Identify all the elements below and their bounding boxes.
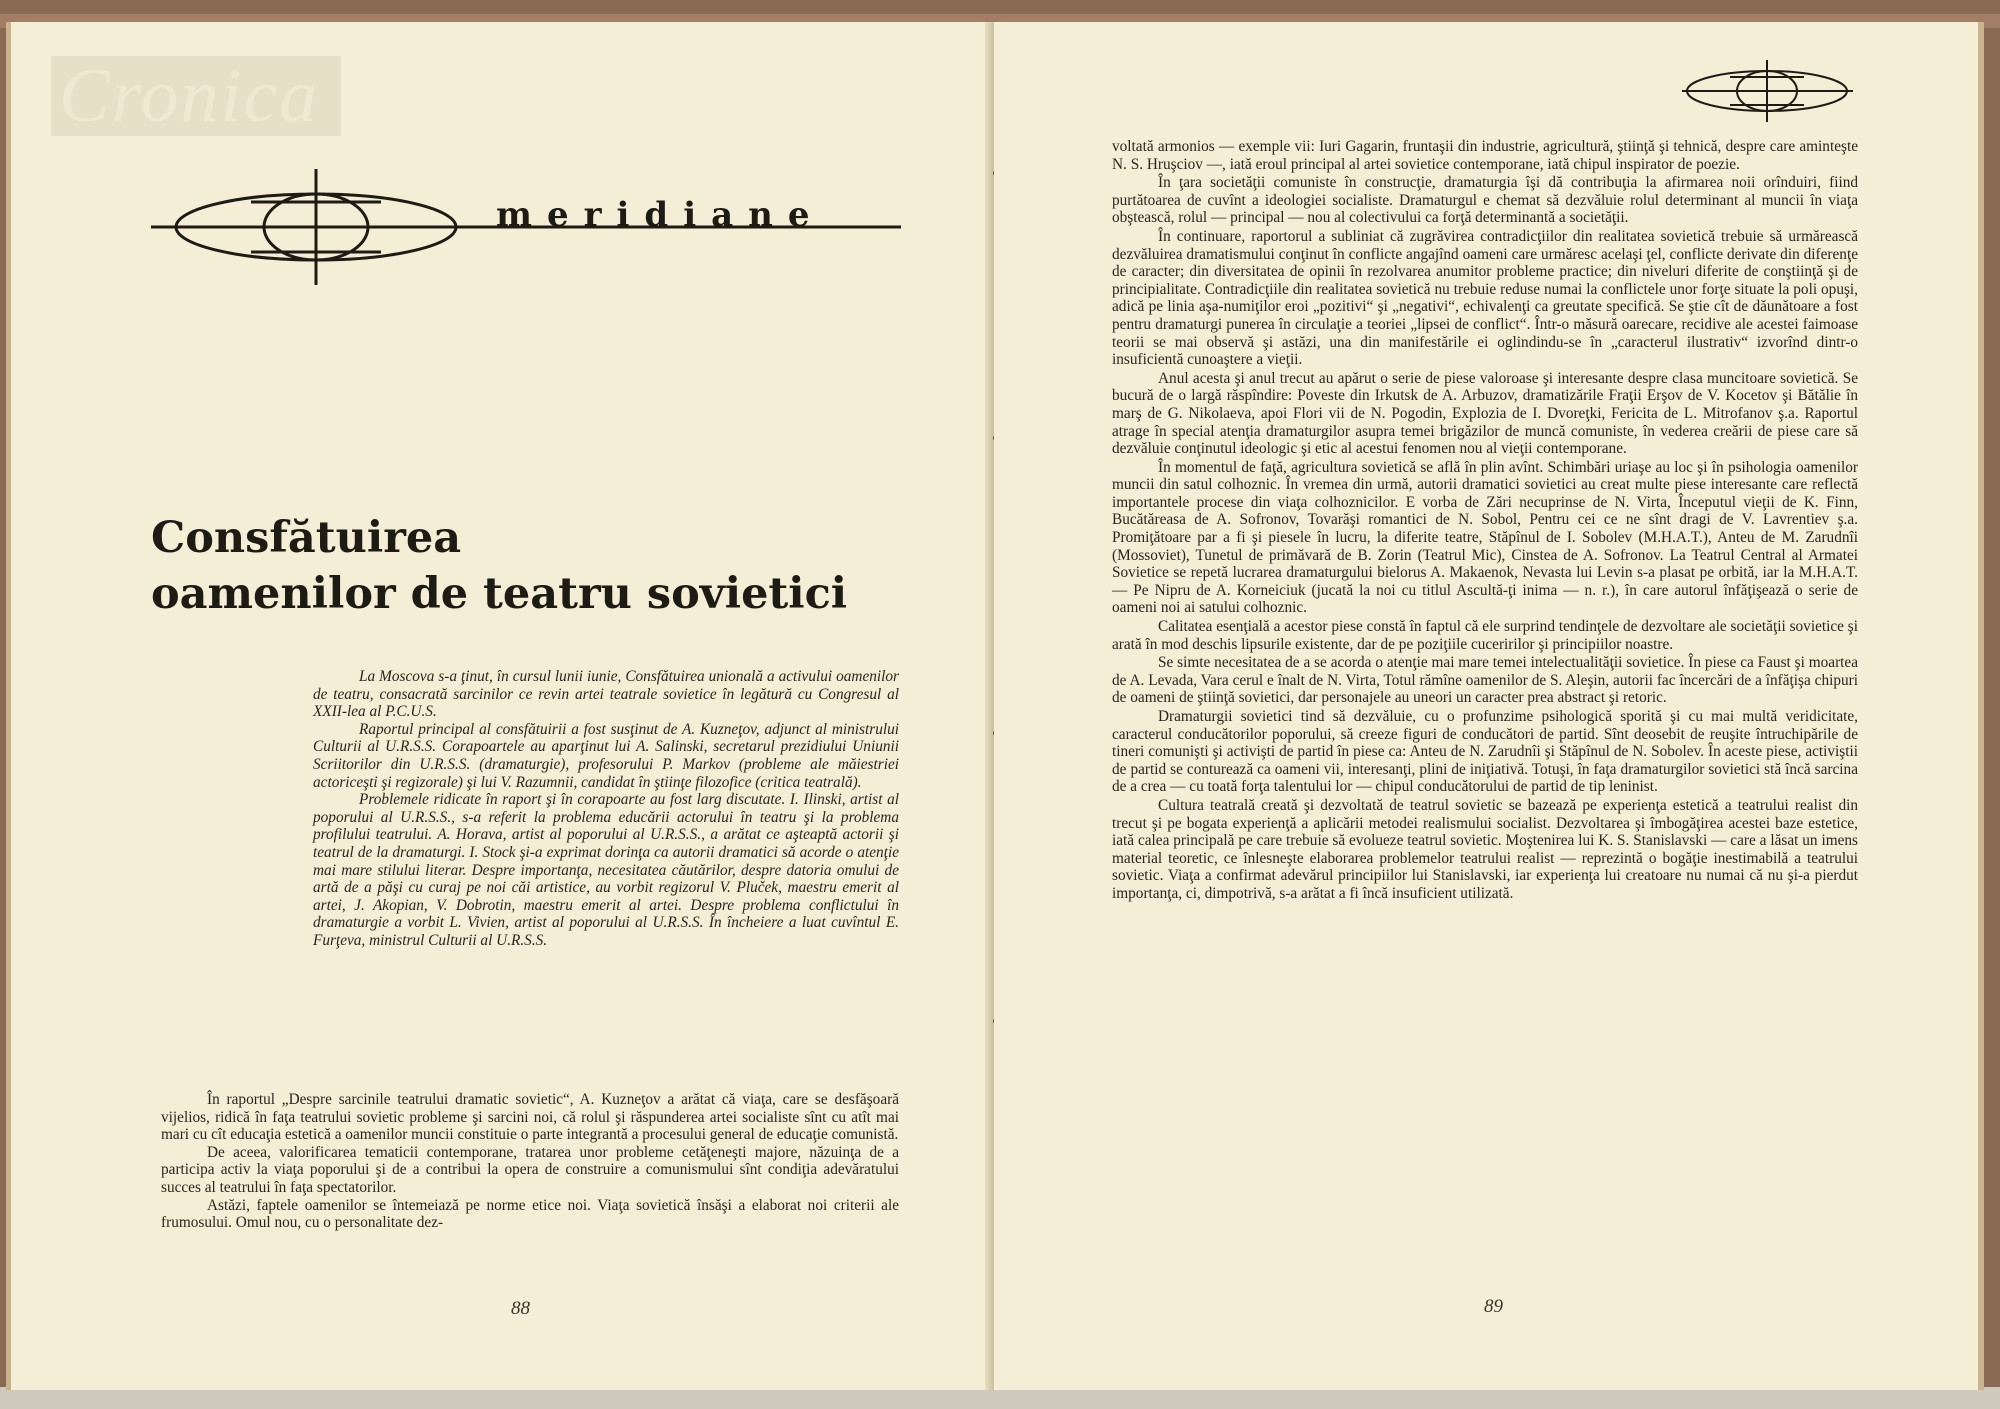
abstract-paragraph: Problemele ridicate în raport şi în corapoarte au fost larg discutate. I. Ilinski, artist al poporului al U.R.S.S., s-a referit la problema educării actorului în teatru şi la problema profilului teatrului. A. Horava, artist al poporului al U.R.S.S., a arătat ce aşteaptă actorii şi teatrul de la dramaturgi. I. Stock şi-a exprimat dorinţa ca autorii dramatici să acorde o atenţie mai mare stilului literar. Despre importanţa, necesitatea căutărilor, despre datoria omului de artă de a păşi cu curaj pe noi căi artistice, au vorbit regizorul V. Pluček, maestru emerit al artei, J. Akopian, V. Dobrotin, maestru emerit al artei. Despre problema conflictului în dramaturgie a vorbit L. Vivien, artist al poporului al U.R.S.S. În încheiere a luat cuvîntul E. Furţeva, ministrul Culturii al U.R.S.S. (313, 791, 899, 949)
meridiane-header (151, 167, 901, 287)
page-number-right: 89 (1484, 1296, 1503, 1317)
body-paragraph: Cultura teatrală creată şi dezvoltată de teatrul sovietic se bazează pe experienţa estetică a teatrului realist din trecut şi pe bogata experienţă a aplicării metodei realismului socialist. Dezvoltarea şi îmbogăţirea acestei baze estetice, iată calea principală pe care trebuie să evolueze teatrul sovietic. Moştenirea lui K. S. Stanislavski — care a lăsat un imens material teoretic, ce înlesneşte elaborarea problemelor teatrului realist — reprezintă o bogăţie inestimabilă a teatrului sovietic. Viaţa a confirmat adevărul principiilor lui Stanislavski, iar experienţa lui creatoare nu numai că nu şi-a pierdut importanţa, ci, dimpotrivă, s-a arătat a fi încă insuficient utilizată. (1112, 796, 1858, 902)
section-label: meridiane (496, 195, 825, 235)
article-abstract (313, 668, 899, 950)
body-paragraph: Calitatea esenţială a acestor piese constă în faptul că ele surprind tendinţele de dezvoltare ale societăţii sovietice şi arată în mod deschis lipsurile existente, dar de pe poziţiile cuceririlor şi principiilor noastre. (1112, 618, 1858, 653)
left-body-text (161, 1091, 899, 1232)
article-title (151, 510, 911, 622)
page-number-left: 88 (511, 1298, 530, 1319)
body-paragraph: Anul acesta şi anul trecut au apărut o serie de piese valoroase şi interesante despre clasa muncitoare sovietică. Se bucură de o largă răspîndire: Poveste din Irkutsk de A. Arbuzov, dramatizările Fraţii Erşov de V. Kocetov şi Bătălie în marş de G. Nikolaeva, apoi Flori vii de N. Pogodin, Explozia de I. Dvoreţki, Fericita de L. Mitrofanov ş.a. Raportul atrage în special atenţia dramaturgilor asupra temei brigăzilor de muncă comuniste, în vederea creării de piese care să dezvăluie conţinutul ideologic şi etic al acestui fenomen nou al vieţii contemporane. (1112, 369, 1858, 458)
abstract-paragraph: Raportul principal al consfătuirii a fost susţinut de A. Kuzneţov, adjunct al ministrului Culturii al U.R.S.S. Corapoartele au aparţinut lui A. Salinski, secretarul prezidiului Uniunii Scriitorilor din U.R.S.S. (dramaturgie), profesorului P. Markov (probleme ale măiestriei actoriceşti şi regizorale) şi lui V. Razumnii, candidat în ştiinţe filozofice (critica teatrală). (313, 720, 899, 791)
body-paragraph: În raportul „Despre sarcinile teatrului dramatic sovietic“, A. Kuzneţov a arătat că viaţa, care se desfăşoară vijelios, ridică în faţa teatrului sovietic probleme şi sarcini noi, că rolul şi răspunderea artei socialiste sînt cu atît mai mari cu cît educaţia estetică a oamenilor muncii constituie o parte integrantă a procesului general de educaţie comunistă. (161, 1091, 899, 1144)
body-paragraph: În continuare, raportorul a subliniat că zugrăvirea contradicţiilor din realitatea sovietică trebuie să urmărească dezvăluirea dramatismului conţinut în conflicte angajînd oameni care urmăresc acelaşi ţel, conflicte derivate din diferenţe de caracter; din diversitatea de opinii în rezolvarea anumitor probleme practice; din niveluri diferite de conştiinţă şi de principialitate. Contradicţiile din realitatea sovietică nu trebuie reduse numai la conflictele unor forţe situate la poli opuşi, adică pe linia aşa-numiţilor eroi „pozitivi“ şi „negativi“, echivalenţi ca greutate specifică. Se ştie cît de dăunătoare a fost pentru dramaturgi punerea în circulaţie a teoriei „lipsei de conflict“. Într-o măsură oarecare, recidive ale acestei faimoase teorii se mai observă şi astăzi, una din manifestările ei oglindindu-se în „caracterul ilustrativ“ izvorînd dintr-o insuficientă cunoaştere a vieţii. (1112, 227, 1858, 369)
title-line-2: oamenilor de teatru sovietici (151, 569, 848, 619)
body-paragraph: De aceea, valorificarea tematicii contemporane, tratarea unor probleme cetăţeneşti majore, năzuinţa de a participa activ la viaţa poporului şi de a contribui la opera de construire a comunismului sînt condiţia adevăratului succes al teatrului în faţa spectatorilor. (161, 1143, 899, 1196)
table-surface (0, 1387, 2000, 1409)
body-paragraph: În ţara societăţii comuniste în construcţie, dramaturgia îşi dă contribuţia la afirmarea noii orînduiri, fiind purtătoarea de cuvînt a ideologiei socialiste. Dramaturgul e chemat să dezvăluie rolul determinant al muncii în viaţa obştească, rolul — principal — nou al colectivului ca forţă determinantă a societăţii. (1112, 174, 1858, 227)
title-line-1: Consfătuirea (151, 513, 462, 563)
ghost-header-cronica: Cronica (51, 56, 341, 136)
body-paragraph: Dramaturgii sovietici tind să dezvăluie, cu o profunzime psihologică sporită şi cu mai multă veridicitate, caracterul conducătorilor poporului, să creeze figuri de conducători de partid. Sînt deosebit de reuşite întruchipările de tineri comunişti şi activişti de partid în piese ca: Anteu de N. Zarudnîi şi Stăpînul de N. Sobolev. În aceste piese, activiştii de partid se conturează ca oameni vii, interesanţi, plini de iniţiativă. Totuşi, în faţa dramaturgilor sovietici stă încă sarcina de a crea — cu toată forţa talentului lor — chipul conducătorului de partid de tip leninist. (1112, 708, 1858, 796)
right-body-text (1112, 138, 1858, 904)
body-paragraph: În momentul de faţă, agricultura sovietică se află în plin avînt. Schimbări uriaşe au loc şi în psihologia oamenilor muncii din satul colhoznic. În vremea din urmă, autorii dramatici sovietici au creat multe piese interesante care reflectă importantele procese din viaţa colhoznicilor. E vorba de Zări necuprinse de N. Virta, Începutul vieţii de K. Finn, Bucătăreasa de A. Sofronov, Tovarăşi romantici de N. Sobol, Pentru cei ce ne sînt dragi de V. Lavrentiev ş.a. Promiţătoare par a fi şi piesele în lucru, la diferite teatre, Stăpînul de I. Sobolev (M.H.A.T.), Anteu de M. Zarudnîi (Mossoviet), Tunetul de primăvară de B. Zorin (Teatrul Mic), Cinstea de A. Sofronov. La Teatrul Central al Armatei Sovietice se repetă lucrarea dramaturgului bielorus A. Makaenok, Nevasta lui Levin s-a plasat pe orbită, iar la M.H.A.T. — Pe Nipru de A. Korneiciuk (jucată la noi cu titlul Ascultă-ţi inima — n. r.), în care autorul înfăţişează o serie de oameni noi ai satului colhoznic. (1112, 458, 1858, 617)
body-paragraph: Astăzi, faptele oamenilor se întemeiază pe norme etice noi. Viaţa sovietică însăşi a elaborat noi criterii ale frumosului. Omul nou, cu o personalitate dez- (161, 1196, 899, 1232)
left-page (6, 22, 996, 1390)
mini-globe-icon (1680, 58, 1855, 124)
body-paragraph: Se simte necesitatea de a se acorda o atenţie mai mare temei intelectualităţii sovietice. În piese ca Faust şi moartea de A. Levada, Vara cerul e înalt de N. Virta, Totul rămîne oamenilor de S. Aleşin, autorii fac încercări de a înfăţişa chipuri de oameni de ştiinţă sovietici, dar personajele au uneori un caracter prea abstract şi retoric. (1112, 654, 1858, 707)
body-paragraph: voltată armonios — exemple vii: Iuri Gagarin, fruntaşii din industrie, agricultură, ştiinţă şi tehnică, despre care aminteşte N. S. Hruşciov —, iată eroul principal al artei sovietice contemporane, iată chipul inspirator de poezie. (1112, 138, 1858, 173)
abstract-paragraph: La Moscova s-a ţinut, în cursul lunii iunie, Consfătuirea unională a activului oamenilor de teatru, consacrată sarcinilor ce revin artei teatrale sovietice în legătură cu Congresul al XXII-lea al P.C.U.S. (313, 668, 899, 721)
